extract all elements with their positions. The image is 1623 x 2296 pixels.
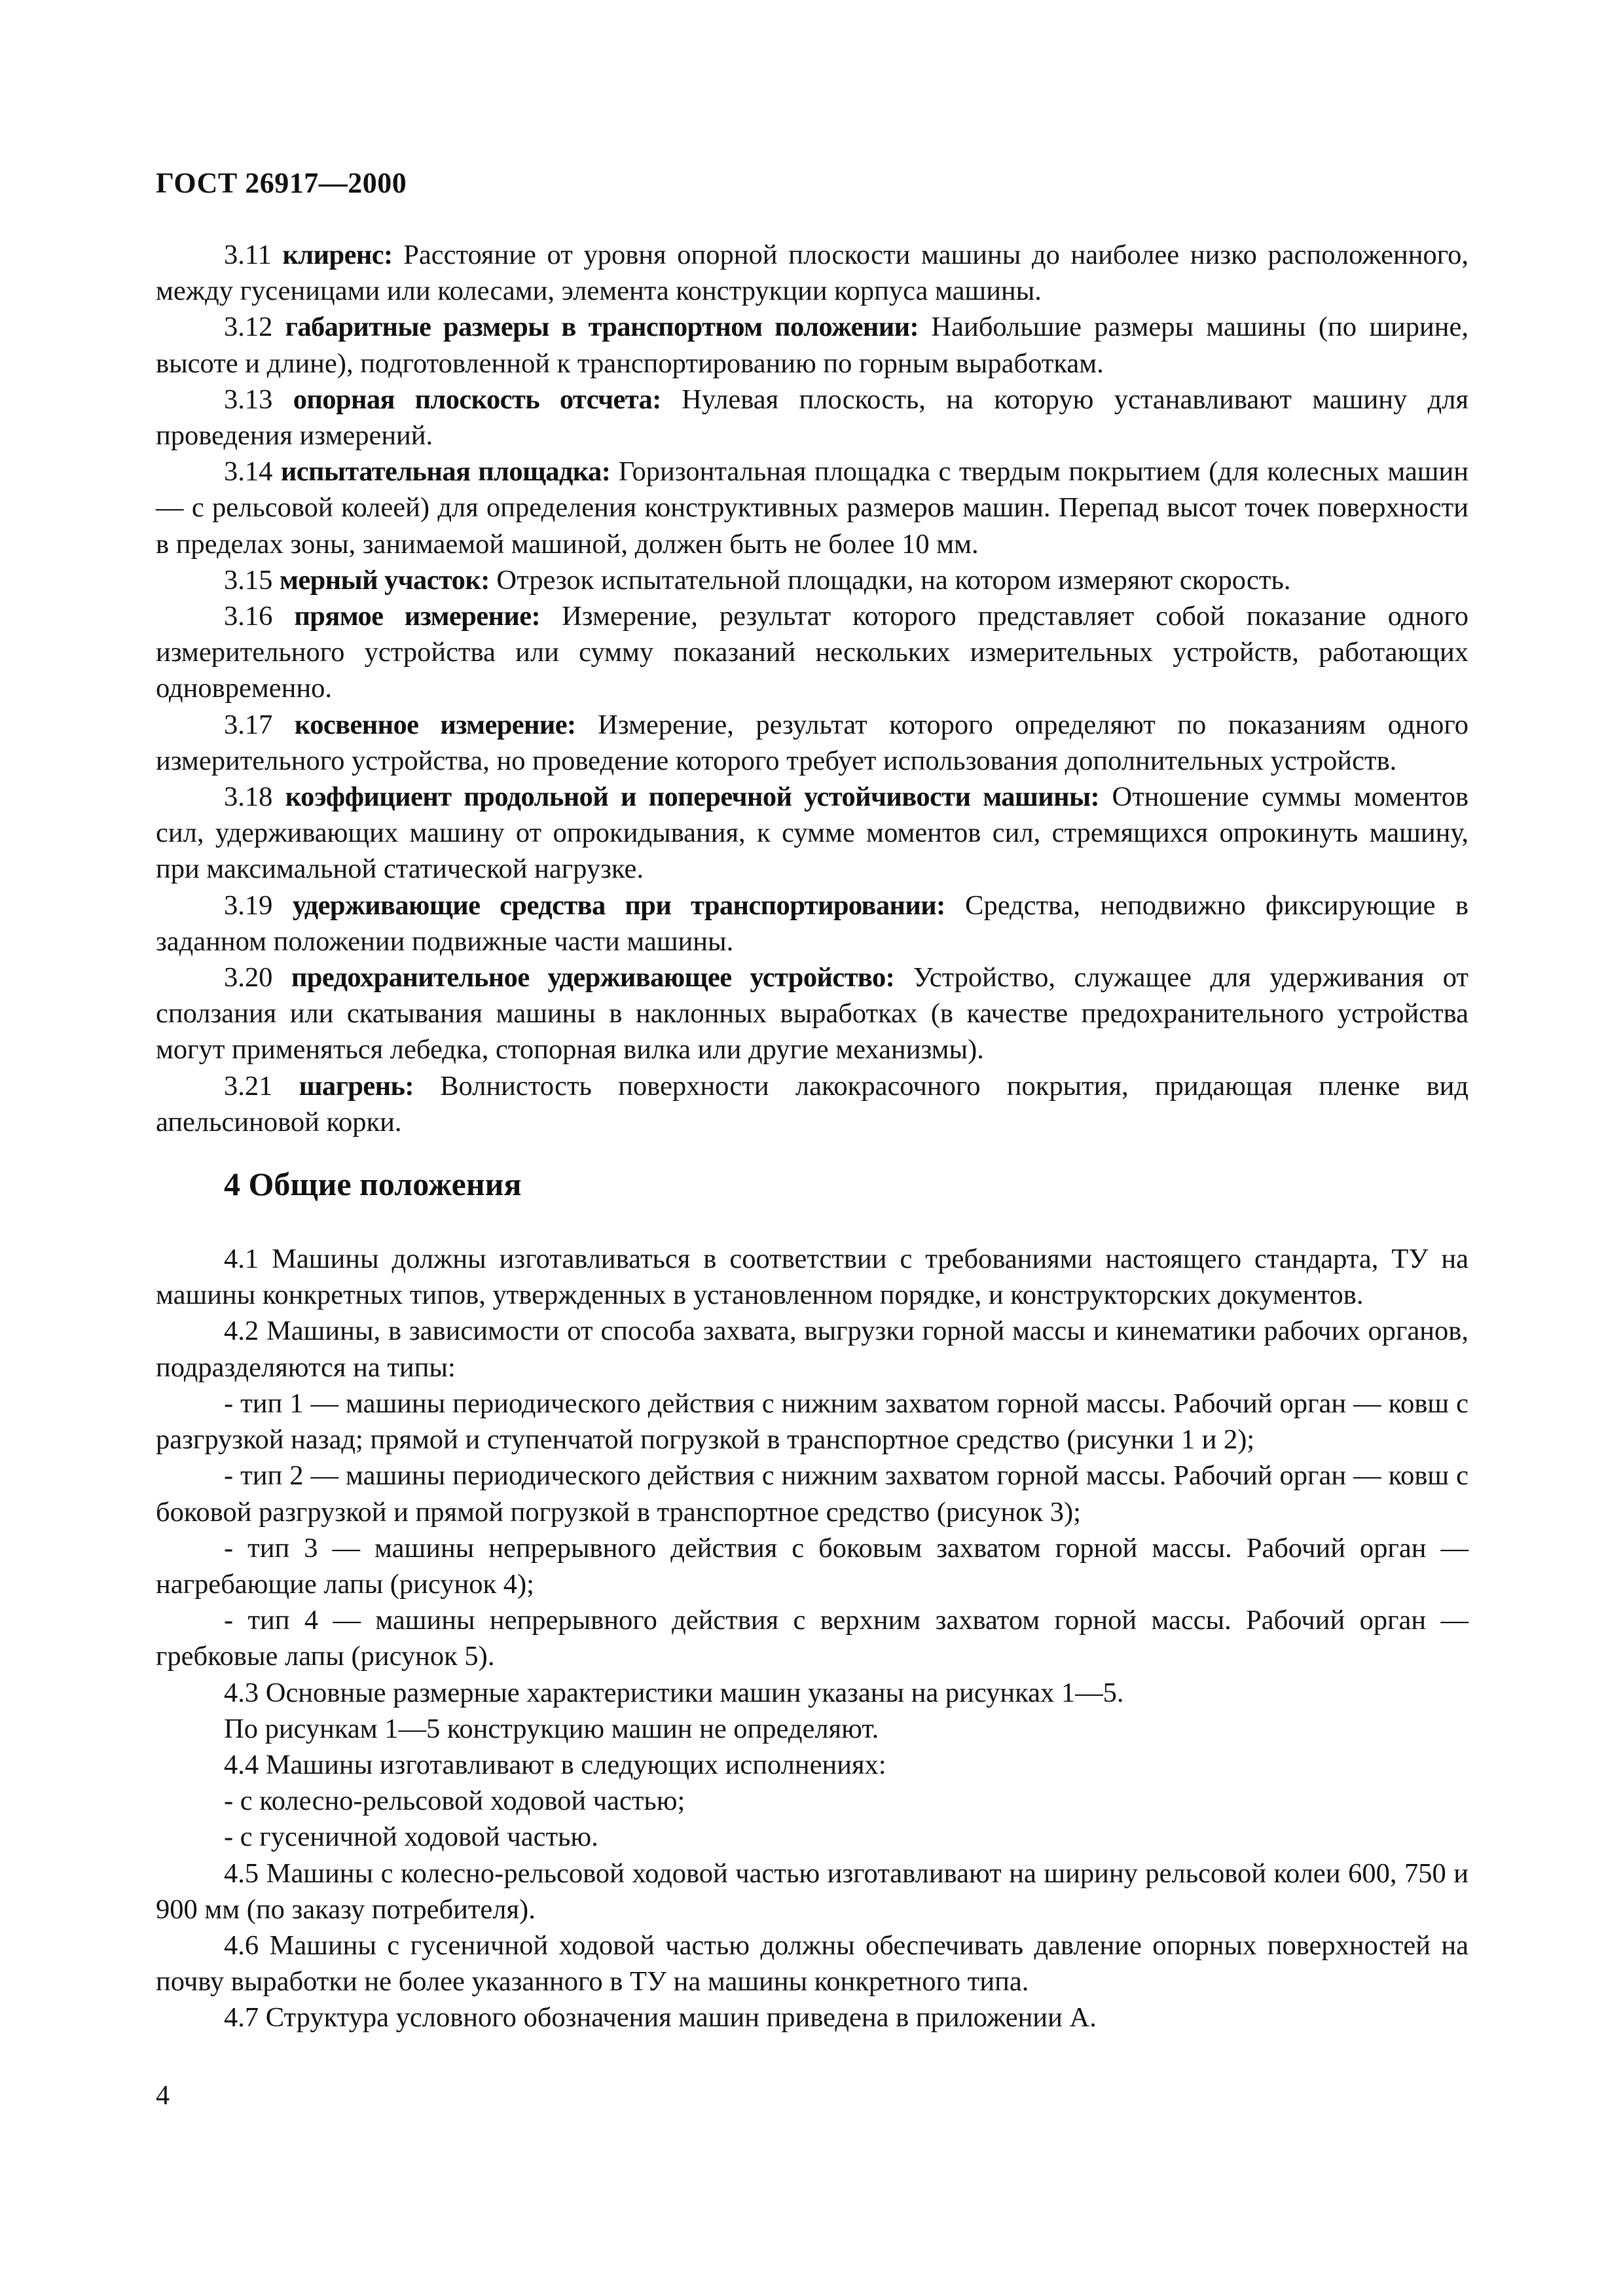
defined-term: косвенное измерение:: [294, 709, 576, 740]
defined-term: предохранительное удерживающее устройство:: [291, 962, 895, 994]
definition-3-18: [156, 779, 1468, 888]
clause-number: 3.12: [224, 312, 273, 343]
defined-term: мерный участок:: [280, 564, 490, 596]
clause-number: 3.21: [224, 1070, 273, 1102]
definition-3-21: [156, 1068, 1468, 1140]
definition-text: Нулевая плоскость, на которую устанавливают машину для проведения измерений.: [156, 384, 1468, 452]
clause-number: 3.14: [224, 456, 273, 488]
section-heading: 4 Общие положения: [224, 1166, 522, 1203]
definition-3-15: [156, 562, 1468, 598]
definition-text: Измерение, результат которого определяют по показаниям одного измерительного устройства, но проведение которого требует использования дополнительных устройств.: [156, 709, 1469, 776]
page-number: 4: [156, 2081, 170, 2111]
paragraph-4-4: 4.4 Машины изготавливают в следующих исполнениях:: [224, 1749, 886, 1780]
paragraph-4-1: 4.1 Машины должны изготавливаться в соответствии с требованиями настоящего стандарта, ТУ на машины конкретных типов, утвержденных в установленном порядке, и конструкторских документов.: [156, 1244, 1468, 1311]
paragraph-4-3: 4.3 Основные размерные характеристики машин указаны на рисунках 1—5.: [224, 1677, 1124, 1708]
list-item-type-1: - тип 1 — машины периодического действия с нижним захватом горной массы. Рабочий орган — ковш с разгрузкой назад; прямой и ступенчатой погрузкой в транспортное средство (рисунки 1 и 2);: [156, 1388, 1468, 1456]
defined-term: габаритные размеры в транспортном положении:: [285, 312, 919, 343]
definition-text: Волнистость поверхности лакокрасочного покрытия, придающая пленке вид апельсиновой корки.: [156, 1070, 1469, 1138]
definition-text: Измерение, результат которого представляет собой показание одного измерительного устройства или сумму показаний нескольких измерительных устройств, работающих одновременно.: [156, 601, 1469, 704]
clause-number: 3.13: [224, 384, 273, 415]
defined-term: коэффициент продольной и поперечной устойчивости машины:: [285, 781, 1100, 813]
definition-3-16: [156, 598, 1468, 707]
definition-3-14: [156, 454, 1468, 562]
definition-text: Наибольшие размеры машины (по ширине, высоте и длине), подготовленной к транспортированию по горным выработкам.: [156, 312, 1469, 379]
defined-term: прямое измерение:: [294, 601, 541, 632]
defined-term: удерживающие средства при транспортировании:: [292, 889, 945, 921]
definition-3-19: [156, 888, 1468, 960]
definition-text: Расстояние от уровня опорной плоскости машины до наиболее низко расположенного, между гусеницами или колесами, элемента конструкции корпуса машины.: [156, 240, 1469, 307]
paragraph-4-7: 4.7 Структура условного обозначения машин приведена в приложении А.: [224, 2002, 1097, 2034]
list-item-type-3: - тип 3 — машины непрерывного действия с боковым захватом горной массы. Рабочий орган — нагребающие лапы (рисунок 4);: [156, 1532, 1468, 1600]
list-item-crawler: - с гусеничной ходовой частью.: [224, 1821, 598, 1853]
defined-term: испытательная площадка:: [280, 456, 611, 488]
definition-3-12: [156, 309, 1468, 381]
clause-number: 3.11: [224, 240, 272, 270]
list-item-type-2: - тип 2 — машины периодического действия с нижним захватом горной массы. Рабочий орган — ковш с боковой разгрузкой и прямой погрузкой в транспортное средство (рисунок 3);: [156, 1460, 1468, 1528]
defined-term: опорная плоскость отсчета:: [293, 384, 661, 415]
definition-3-11: [156, 237, 1468, 309]
paragraph-4-2: 4.2 Машины, в зависимости от способа захвата, выгрузки горной массы и кинематики рабочих органов, подразделяются на типы:: [156, 1316, 1468, 1383]
definition-text: Устройство, служащее для удерживания от сползания или скатывания машины в наклонных выработках (в качестве предохранительного устройства могут применяться лебедка, стопорная вилка или другие механизмы).: [156, 962, 1469, 1066]
clause-number: 3.19: [224, 889, 273, 921]
clause-number: 3.17: [224, 709, 273, 740]
list-item-wheel-rail: - с колесно-рельсовой ходовой частью;: [224, 1785, 685, 1817]
paragraph-4-6: 4.6 Машины с гусеничной ходовой частью должны обеспечивать давление опорных поверхностей на почву выработки не более указанного в ТУ на машины конкретного типа.: [156, 1929, 1468, 1998]
clause-number: 3.15: [224, 564, 273, 596]
clause-number: 3.20: [224, 962, 273, 994]
definition-text: Отрезок испытательной площадки, на котором измеряют скорость.: [496, 564, 1291, 596]
definition-text: Отношение суммы моментов сил, удерживающих машину от опрокидывания, к сумме моментов сил, стремящихся опрокинуть машину, при максимальной статической нагрузке.: [156, 781, 1469, 885]
definition-3-17: [156, 707, 1468, 779]
paragraph-4-5: 4.5 Машины с колесно-рельсовой ходовой частью изготавливают на ширину рельсовой колеи 600, 750 и 900 мм (по заказу потребителя).: [156, 1857, 1468, 1925]
defined-term: шагрень:: [299, 1070, 414, 1102]
definition-3-13: [156, 382, 1468, 454]
paragraph-4-3-note: По рисункам 1—5 конструкцию машин не определяют.: [224, 1713, 879, 1744]
document-header: ГОСТ 26917—2000: [156, 167, 407, 199]
definition-3-20: [156, 960, 1468, 1068]
definition-text: Средства, неподвижно фиксирующие в заданном положении подвижные части машины.: [156, 889, 1468, 957]
list-item-type-4: - тип 4 — машины непрерывного действия с верхним захватом горной массы. Рабочий орган — гребковые лапы (рисунок 5).: [156, 1605, 1468, 1672]
definition-text: Горизонтальная площадка с твердым покрытием (для колесных машин — с рельсовой колеей) для определения конструктивных размеров машин. Перепад высот точек поверхности в пределах зоны, занимаемой машиной, должен быть не более 10 мм.: [156, 456, 1469, 560]
clause-number: 3.16: [224, 601, 273, 632]
document-body: [156, 237, 1468, 2036]
clause-number: 3.18: [224, 781, 273, 813]
defined-term: клиренс:: [282, 240, 393, 270]
